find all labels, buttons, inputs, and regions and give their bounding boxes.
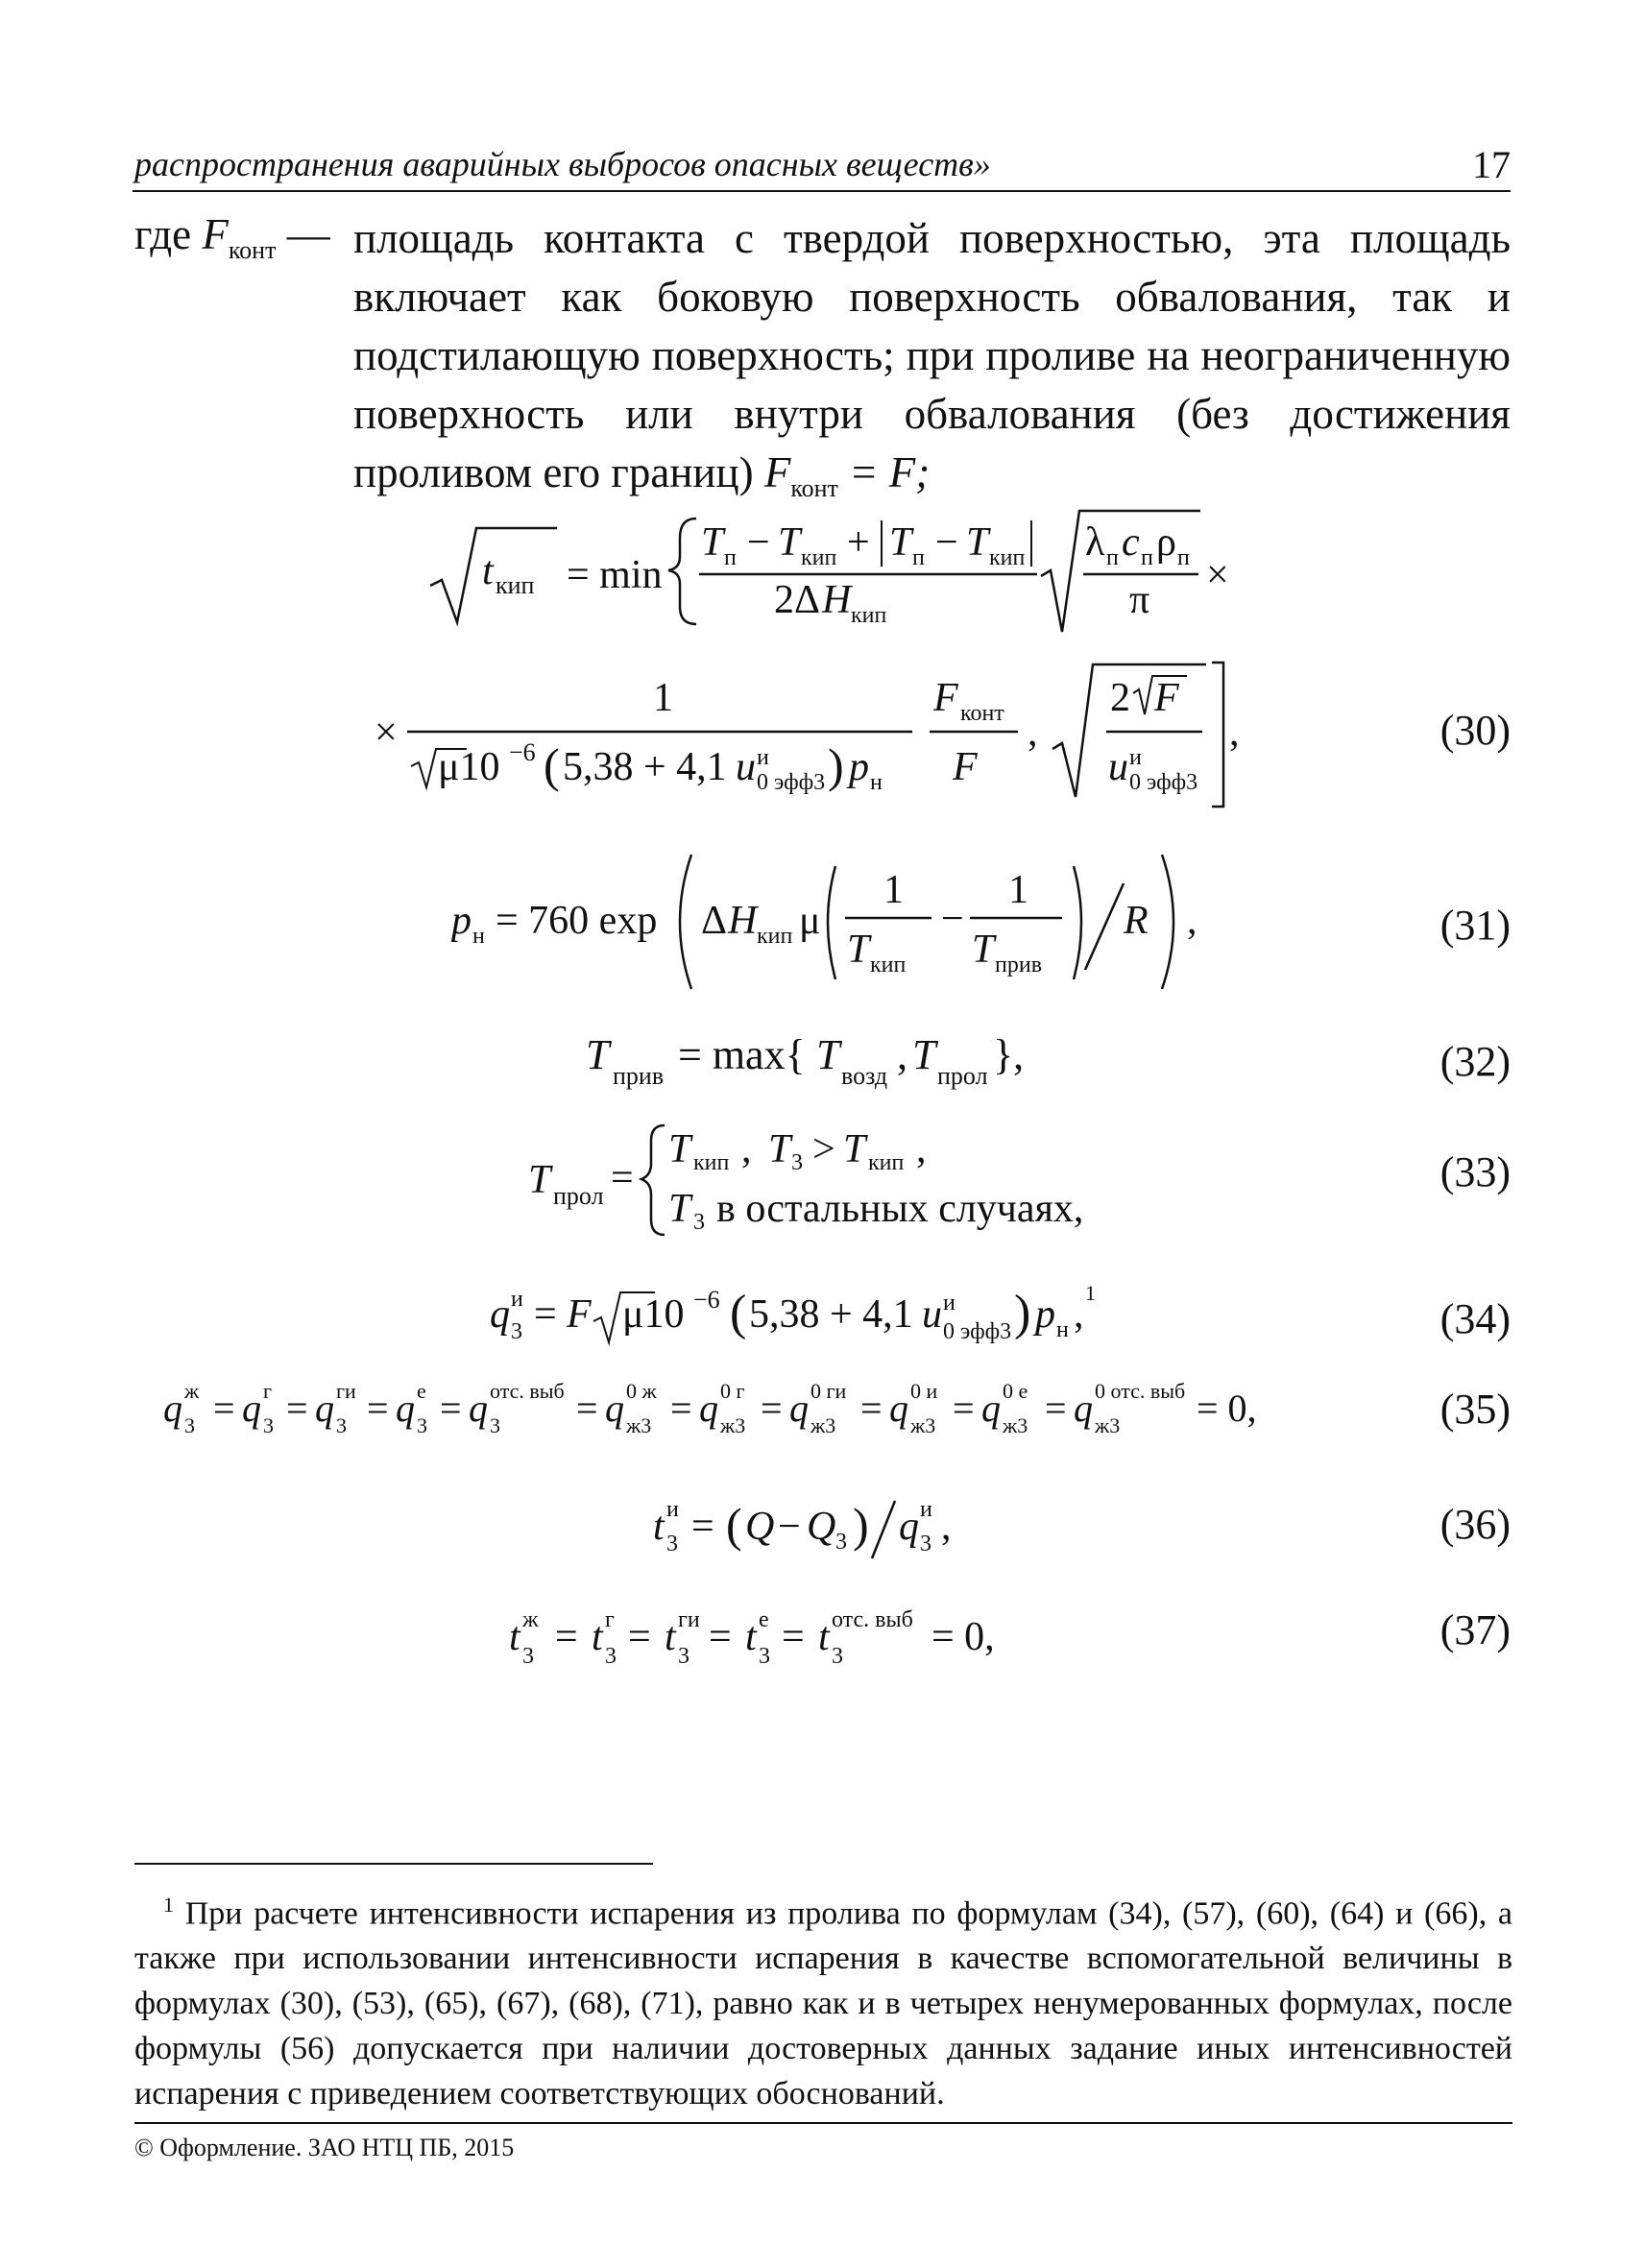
svg-text:0 эфф3: 0 эфф3 [757, 770, 826, 795]
copyright: © Оформление. ЗАО НТЦ ПБ, 2015 [134, 2134, 515, 2161]
svg-text:ж: ж [522, 1607, 539, 1632]
svg-text:и: и [666, 1497, 679, 1522]
svg-text:5,38 + 4,1: 5,38 + 4,1 [749, 1292, 913, 1337]
svg-text:отс. выб: отс. выб [832, 1607, 913, 1632]
svg-text:q: q [699, 1387, 718, 1430]
eq-num-36: (36) [1439, 1501, 1511, 1548]
symbol-sub: конт [228, 236, 277, 264]
svg-text:(: ( [730, 1286, 747, 1340]
svg-text:3: 3 [490, 1413, 500, 1437]
svg-text:π: π [1129, 578, 1150, 622]
svg-text:3: 3 [791, 1150, 803, 1175]
svg-text:ж3: ж3 [910, 1413, 936, 1437]
formula-30-line1 [423, 499, 1287, 643]
svg-text:p: p [1035, 1292, 1055, 1337]
svg-text:},: }, [993, 1031, 1025, 1078]
svg-text:−: − [747, 520, 770, 565]
svg-text:): ) [853, 1498, 869, 1552]
tail-symbol-sub: конт [790, 474, 838, 502]
svg-text:q: q [242, 1387, 261, 1430]
svg-text:ги: ги [336, 1379, 356, 1403]
svg-text:= max{: = max{ [678, 1031, 806, 1078]
svg-text:T: T [701, 520, 724, 565]
svg-text:u: u [736, 745, 756, 789]
lead-word: где [134, 210, 192, 258]
svg-text:3: 3 [511, 1319, 522, 1344]
svg-text:3: 3 [184, 1413, 195, 1437]
eq-num-35: (35) [1439, 1386, 1511, 1433]
svg-text:=: = [1045, 1387, 1067, 1430]
svg-text:= 0,: = 0, [1197, 1387, 1257, 1430]
eq-num-30: (30) [1439, 707, 1511, 754]
svg-text:в остальных случаях,: в остальных случаях, [716, 1187, 1084, 1231]
svg-text:3: 3 [263, 1413, 274, 1437]
svg-text:μ10: μ10 [622, 1292, 685, 1337]
symbol-f: F [202, 210, 229, 258]
svg-text:t: t [592, 1615, 603, 1659]
svg-text:и: и [1129, 745, 1142, 770]
svg-text:е: е [417, 1379, 426, 1403]
svg-text:q: q [469, 1387, 488, 1430]
svg-text:μ: μ [799, 899, 821, 943]
svg-text:q: q [889, 1387, 908, 1430]
svg-text:0 эфф3: 0 эфф3 [943, 1319, 1012, 1344]
svg-text:0 ги: 0 ги [810, 1379, 847, 1403]
svg-text:=: = [576, 1387, 598, 1430]
svg-text:(: ( [726, 1498, 742, 1552]
svg-text:п: п [1177, 545, 1190, 570]
svg-text:T: T [586, 1031, 610, 1078]
svg-text:T: T [912, 1031, 936, 1078]
definition-body: площадь контакта с твердой поверхностью, эта площадь включает как боковую поверхность обвалования, так и подстилающую поверхность; при проливе на неограниченную поверхность или внутри обвалования (без достижения проливом его границ) [353, 214, 1511, 496]
svg-text:0 ж: 0 ж [626, 1379, 657, 1403]
footnote-rule [134, 1863, 653, 1865]
svg-text:T: T [668, 1187, 691, 1231]
svg-text:=: = [555, 1615, 578, 1659]
svg-text:×: × [375, 711, 398, 755]
svg-text:ж3: ж3 [720, 1413, 746, 1437]
svg-text:T: T [843, 1127, 866, 1171]
svg-text:=: = [367, 1387, 389, 1430]
svg-text:T: T [816, 1031, 840, 1078]
svg-text:T: T [972, 928, 995, 972]
formula-37 [509, 1594, 1143, 1680]
svg-text:T: T [668, 1127, 691, 1171]
footer-rule [134, 2122, 1512, 2124]
svg-text:=: = [670, 1387, 692, 1430]
eq-num-37: (37) [1439, 1606, 1511, 1653]
svg-text:=: = [440, 1387, 462, 1430]
definition-dash: — [286, 210, 330, 258]
svg-text:+: + [847, 520, 870, 565]
svg-text:н: н [1056, 1317, 1069, 1342]
svg-text:t: t [653, 1505, 665, 1549]
svg-text:q: q [1074, 1387, 1093, 1430]
svg-text:0 г: 0 г [720, 1379, 745, 1403]
eq-num-33: (33) [1439, 1148, 1511, 1195]
svg-text:=: = [534, 1292, 557, 1337]
svg-text:q: q [789, 1387, 809, 1430]
tail-symbol: F [763, 448, 791, 496]
svg-text:1: 1 [1008, 868, 1028, 912]
svg-text:= min: = min [567, 553, 663, 597]
svg-text:прол: прол [937, 1062, 988, 1090]
svg-text:3: 3 [605, 1644, 617, 1669]
svg-text:>: > [812, 1127, 835, 1171]
svg-text:п: п [1106, 545, 1119, 570]
svg-text:R: R [1124, 899, 1149, 943]
formula-35 [163, 1373, 1364, 1450]
footnote-text: При расчете интенсивности испарения из пролива по формулам (34), (57), (60), (64) и (66), а также при использовании интенсивности испарения в качестве вспомогательной величины в формулах (30), (53), (65), (67), (68), (71), равно как и в четырех ненумерованных формулах, после формулы (56) допускается при наличии достоверных данных задание иных интенсивностей испарения с приведением соответствующих обоснований. [134, 1895, 1513, 2112]
svg-text:−: − [935, 520, 958, 565]
svg-text:3: 3 [678, 1644, 689, 1669]
svg-text:2: 2 [1110, 676, 1130, 720]
svg-text:5,38 + 4,1: 5,38 + 4,1 [563, 745, 727, 789]
eq-num-31: (31) [1439, 902, 1511, 949]
svg-text:н: н [870, 770, 883, 795]
svg-text:F: F [933, 676, 958, 720]
svg-text:λ: λ [1085, 520, 1105, 565]
header-rule [133, 190, 1511, 192]
svg-text:H: H [728, 899, 758, 943]
svg-text:2Δ: 2Δ [774, 578, 821, 622]
eq-num-32: (32) [1439, 1038, 1511, 1085]
svg-text:возд: возд [841, 1062, 888, 1090]
svg-text:3: 3 [832, 1644, 843, 1669]
svg-text:кип: кип [870, 953, 907, 977]
svg-text:u: u [922, 1292, 942, 1337]
svg-text:1: 1 [883, 868, 904, 912]
svg-text:кип: кип [496, 571, 535, 599]
svg-text:прив: прив [613, 1062, 665, 1090]
svg-text:=: = [286, 1387, 308, 1430]
svg-text:T: T [778, 520, 801, 565]
svg-text:3: 3 [666, 1532, 678, 1556]
svg-text:q: q [981, 1387, 1001, 1430]
svg-text:е: е [759, 1607, 769, 1632]
svg-text:q: q [490, 1292, 510, 1337]
svg-text:=: = [782, 1615, 805, 1659]
formula-34 [490, 1267, 1181, 1363]
svg-text:и: и [943, 1291, 956, 1315]
svg-text:q: q [315, 1387, 334, 1430]
formula-33 [528, 1114, 1162, 1248]
svg-text:T: T [889, 520, 912, 565]
footnote-marker: 1 [163, 1893, 174, 1917]
formula-32 [586, 1023, 1085, 1099]
svg-text:0 е: 0 е [1003, 1379, 1028, 1403]
svg-text:q: q [396, 1387, 415, 1430]
tail-equals: = F; [849, 448, 931, 496]
svg-text:п: п [1141, 545, 1153, 570]
svg-text:,: , [897, 1031, 907, 1078]
svg-text:1: 1 [1085, 1281, 1096, 1305]
svg-text:ж3: ж3 [1003, 1413, 1028, 1437]
svg-text:): ) [1014, 1286, 1031, 1340]
svg-text:кип: кип [757, 924, 793, 949]
svg-text:T: T [966, 520, 989, 565]
svg-text:t: t [509, 1615, 520, 1659]
svg-text:−6: −6 [693, 1286, 720, 1314]
svg-text:3: 3 [920, 1532, 931, 1556]
svg-text:3: 3 [693, 1210, 705, 1235]
svg-text:ж3: ж3 [626, 1413, 652, 1437]
svg-text:0 эфф3: 0 эфф3 [1129, 770, 1198, 795]
svg-text:прол: прол [553, 1182, 604, 1210]
svg-text:0 и: 0 и [910, 1379, 938, 1403]
svg-text:×: × [1206, 553, 1229, 597]
svg-text:H: H [822, 578, 852, 622]
svg-text:и: и [920, 1497, 932, 1522]
svg-text:1: 1 [653, 676, 673, 720]
svg-text:п: п [724, 545, 737, 570]
svg-text:прив: прив [995, 953, 1043, 977]
svg-text:=: = [691, 1505, 714, 1549]
svg-text:c: c [1122, 520, 1140, 565]
svg-text:T: T [528, 1158, 551, 1202]
svg-text:кип: кип [851, 603, 887, 628]
svg-text:г: г [263, 1379, 273, 1403]
svg-text:T: T [847, 928, 870, 972]
svg-text:(: ( [544, 738, 560, 792]
svg-text:Q: Q [745, 1505, 775, 1549]
svg-text:ρ: ρ [1156, 520, 1176, 565]
svg-text:q: q [899, 1505, 919, 1549]
svg-text:=: = [628, 1615, 651, 1659]
svg-text:T: T [768, 1127, 791, 1171]
svg-text:3: 3 [759, 1644, 770, 1669]
formula-36 [653, 1484, 1018, 1570]
svg-text:,: , [916, 1127, 927, 1171]
footnote [134, 1882, 1512, 2116]
svg-text:q: q [605, 1387, 624, 1430]
svg-text:= 760 exp: = 760 exp [496, 899, 658, 943]
svg-text:t: t [818, 1615, 830, 1659]
svg-text:ги: ги [678, 1607, 700, 1632]
svg-text:3: 3 [417, 1413, 427, 1437]
svg-text:и: и [511, 1287, 523, 1312]
definition-text [353, 209, 1511, 518]
svg-text:= 0,: = 0, [931, 1615, 995, 1659]
svg-text:,: , [741, 1127, 752, 1171]
svg-text:кип: кип [989, 545, 1026, 570]
svg-text:0 отс. выб: 0 отс. выб [1095, 1379, 1186, 1403]
svg-text:,: , [941, 1505, 952, 1549]
svg-text:отс. выб: отс. выб [490, 1379, 565, 1403]
svg-text:3: 3 [522, 1644, 534, 1669]
svg-text:Q: Q [807, 1505, 836, 1549]
svg-text:F: F [567, 1292, 592, 1337]
svg-text:,: , [1187, 899, 1197, 943]
running-header: распространения аварийных выбросов опасных веществ» [134, 145, 991, 183]
definition-lead [134, 209, 330, 265]
svg-text:t: t [665, 1615, 676, 1659]
svg-text:): ) [828, 738, 844, 792]
svg-text:−6: −6 [509, 738, 536, 766]
svg-text:p: p [451, 899, 472, 943]
svg-text:Δ: Δ [701, 899, 728, 943]
svg-text:=: = [953, 1387, 975, 1430]
svg-text:−: − [778, 1505, 801, 1549]
svg-text:и: и [757, 745, 769, 770]
formula-31 [451, 845, 1220, 999]
svg-text:3: 3 [336, 1413, 347, 1437]
svg-text:=: = [761, 1387, 783, 1430]
formula-30-line2 [375, 653, 1258, 816]
svg-text:кип: кип [868, 1150, 905, 1175]
svg-text:кип: кип [801, 545, 837, 570]
eq-num-34: (34) [1439, 1295, 1511, 1342]
svg-text:н: н [472, 924, 485, 949]
svg-text:=: = [213, 1387, 235, 1430]
svg-text:ж3: ж3 [810, 1413, 836, 1437]
svg-text:ж3: ж3 [1095, 1413, 1121, 1437]
svg-text:кип: кип [693, 1150, 730, 1175]
svg-text:3: 3 [835, 1530, 847, 1555]
svg-text:конт: конт [960, 701, 1004, 726]
svg-text:г: г [605, 1607, 615, 1632]
svg-text:ж: ж [184, 1379, 200, 1403]
svg-text:=: = [860, 1387, 883, 1430]
svg-text:,: , [1028, 711, 1038, 755]
svg-text:п: п [912, 545, 925, 570]
svg-text:t: t [745, 1615, 757, 1659]
svg-text:=: = [611, 1156, 634, 1200]
svg-text:=: = [709, 1615, 732, 1659]
svg-text:F: F [1154, 676, 1179, 720]
page-number: 17 [1472, 143, 1511, 186]
svg-text:q: q [163, 1387, 182, 1430]
svg-text:u: u [1108, 745, 1128, 789]
svg-text:p: p [849, 745, 869, 789]
svg-text:F: F [953, 745, 978, 789]
svg-text:μ10: μ10 [438, 745, 500, 789]
svg-text:−: − [941, 897, 964, 941]
svg-text:t: t [482, 549, 494, 593]
svg-text:,: , [1074, 1292, 1084, 1337]
svg-text:,: , [1229, 711, 1240, 755]
